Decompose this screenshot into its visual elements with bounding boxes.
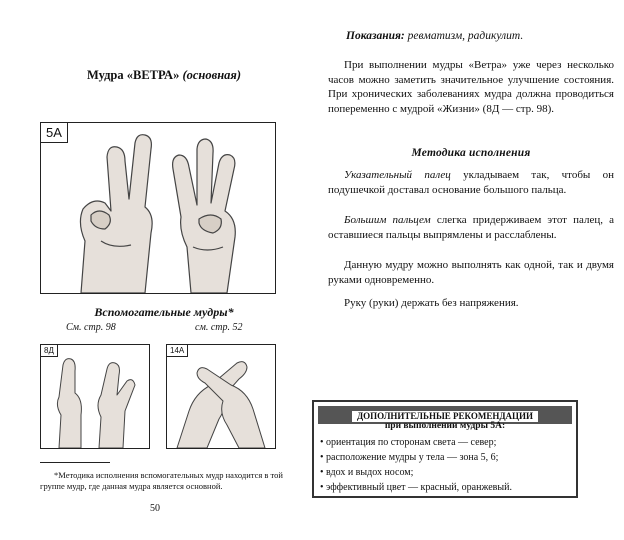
page-number: 50 <box>150 503 160 514</box>
step-3-text: Данную мудру можно выполнять как одной, так и двумя руками одновременно. <box>328 259 614 286</box>
step-4 <box>328 296 614 311</box>
recommendations-subtitle: при выполнении мудры 5А: <box>384 421 506 431</box>
photo-label-5a: 5А <box>41 123 68 143</box>
photo-label-14a: 14А <box>167 345 188 357</box>
indications <box>346 30 616 42</box>
recommendations-box <box>312 400 578 498</box>
list-item: • вдох и выдох носом; <box>320 465 512 480</box>
recommendations-list <box>320 435 512 495</box>
footnote-rule <box>40 462 110 463</box>
step-4-text: Руку (руки) держать без напряжения. <box>344 297 519 309</box>
step-1-italic: Указательный палец <box>344 169 451 181</box>
title-main: Мудра «ВЕТРА» <box>87 68 180 82</box>
footnote: *Методика исполнения вспомогательных мудр находится в той группе мудр, где данная мудра является основной. <box>40 470 283 491</box>
intro-text: При выполнении мудры «Ветра» уже через несколько часов можно заметить значительное улучшение состояния. При хронических заболеваниях мудра должна проводиться попеременно с мудрой «Жизни» (8Д — стр. 98). <box>328 59 614 115</box>
recommendations-title-text: ДОПОЛНИТЕЛЬНЫЕ РЕКОМЕНДАЦИИ <box>352 411 538 422</box>
list-item: • ориентация по сторонам света — север; <box>320 435 512 450</box>
ref-page-52: см. стр. 52 <box>195 322 243 333</box>
step-2 <box>328 213 614 242</box>
intro-paragraph <box>328 58 614 116</box>
list-item: • эффективный цвет — красный, оранжевый. <box>320 480 512 495</box>
page-title <box>44 68 284 83</box>
step-1 <box>328 168 614 197</box>
method-title: Методика исполнения <box>411 147 531 159</box>
hands-illustration <box>41 123 275 293</box>
main-mudra-photo <box>40 122 276 294</box>
right-page <box>312 0 624 540</box>
aux-mudras-title: Вспомогательные мудры* <box>94 305 234 319</box>
step-1-text: укладываем так, чтобы он подушечкой доставал основание большого пальца. <box>328 169 614 196</box>
indications-label: Показания: <box>346 30 405 42</box>
list-item: • расположение мудры у тела — зона 5, 6; <box>320 450 512 465</box>
aux-photo-8d <box>40 344 150 449</box>
hands-8d-illustration <box>41 345 149 448</box>
ref-page-98: См. стр. 98 <box>66 322 116 333</box>
step-2-italic: Большим пальцем <box>344 214 431 226</box>
step-3 <box>328 258 614 287</box>
hands-14a-illustration <box>167 345 275 448</box>
aux-photo-14a <box>166 344 276 449</box>
photo-label-8d: 8Д <box>41 345 58 357</box>
title-sub: (основная) <box>182 68 241 82</box>
step-2-text: слегка придерживаем этот палец, а оставшиеся пальцы выпрямлены и расслаблены. <box>328 214 615 241</box>
indications-text: ревматизм, радикулит. <box>407 30 524 42</box>
